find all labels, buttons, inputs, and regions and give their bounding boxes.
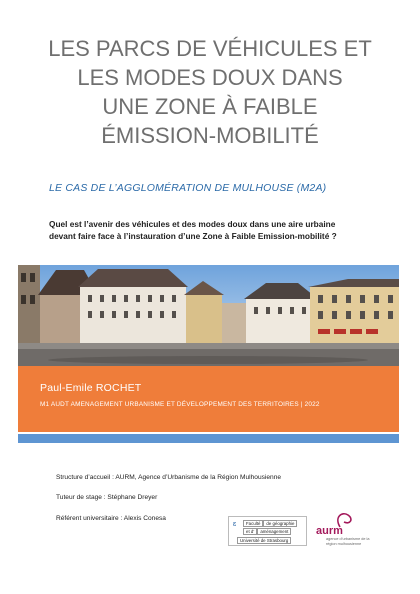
university-logo-line: Université de Strasbourg	[237, 537, 291, 544]
aurm-tagline: agence d’urbanisme de la région mulhousienne	[326, 537, 370, 546]
cover-photo-mulhouse-square	[18, 265, 399, 366]
author-banner	[18, 366, 399, 432]
university-referent: Référent universitaire : Alexis Conesa	[56, 515, 166, 522]
aurm-logo	[310, 509, 380, 557]
question-line: Quel est l’avenir des véhicules et des modes doux dans une aire urbaine	[49, 219, 336, 229]
document-title	[30, 34, 390, 150]
university-mark-icon: ɛ	[233, 521, 237, 528]
title-line: ÉMISSION-MOBILITÉ	[101, 123, 319, 148]
title-line: LES MODES DOUX DANS	[77, 65, 343, 90]
question-line: devant faire face à l’instauration d’une Zone à Faible Emission-mobilité ?	[49, 231, 337, 241]
university-logo-line: et d’ aménagement	[243, 528, 291, 535]
research-question	[49, 218, 389, 242]
program-line: M1 AUDT AMENAGEMENT URBANISME ET DÉVELOPPEMENT DES TERRITOIRES | 2022	[40, 401, 320, 408]
aurm-wordmark: aurm	[316, 525, 343, 537]
title-line: UNE ZONE À FAIBLE	[102, 94, 318, 119]
internship-tutor: Tuteur de stage : Stéphane Dreyer	[56, 494, 158, 501]
host-structure: Structure d’accueil : AURM, Agence d’Urbanisme de la Région Mulhousienne	[56, 474, 282, 481]
university-logo-line: Faculté de géographie	[243, 520, 297, 527]
university-logo	[228, 516, 307, 546]
blue-stripe	[18, 434, 399, 443]
author-name: Paul-Emile ROCHET	[40, 382, 142, 394]
title-line: LES PARCS DE VÉHICULES ET	[48, 36, 372, 61]
document-subtitle: LE CAS DE L’AGGLOMÉRATION DE MULHOUSE (M2A)	[49, 182, 327, 194]
